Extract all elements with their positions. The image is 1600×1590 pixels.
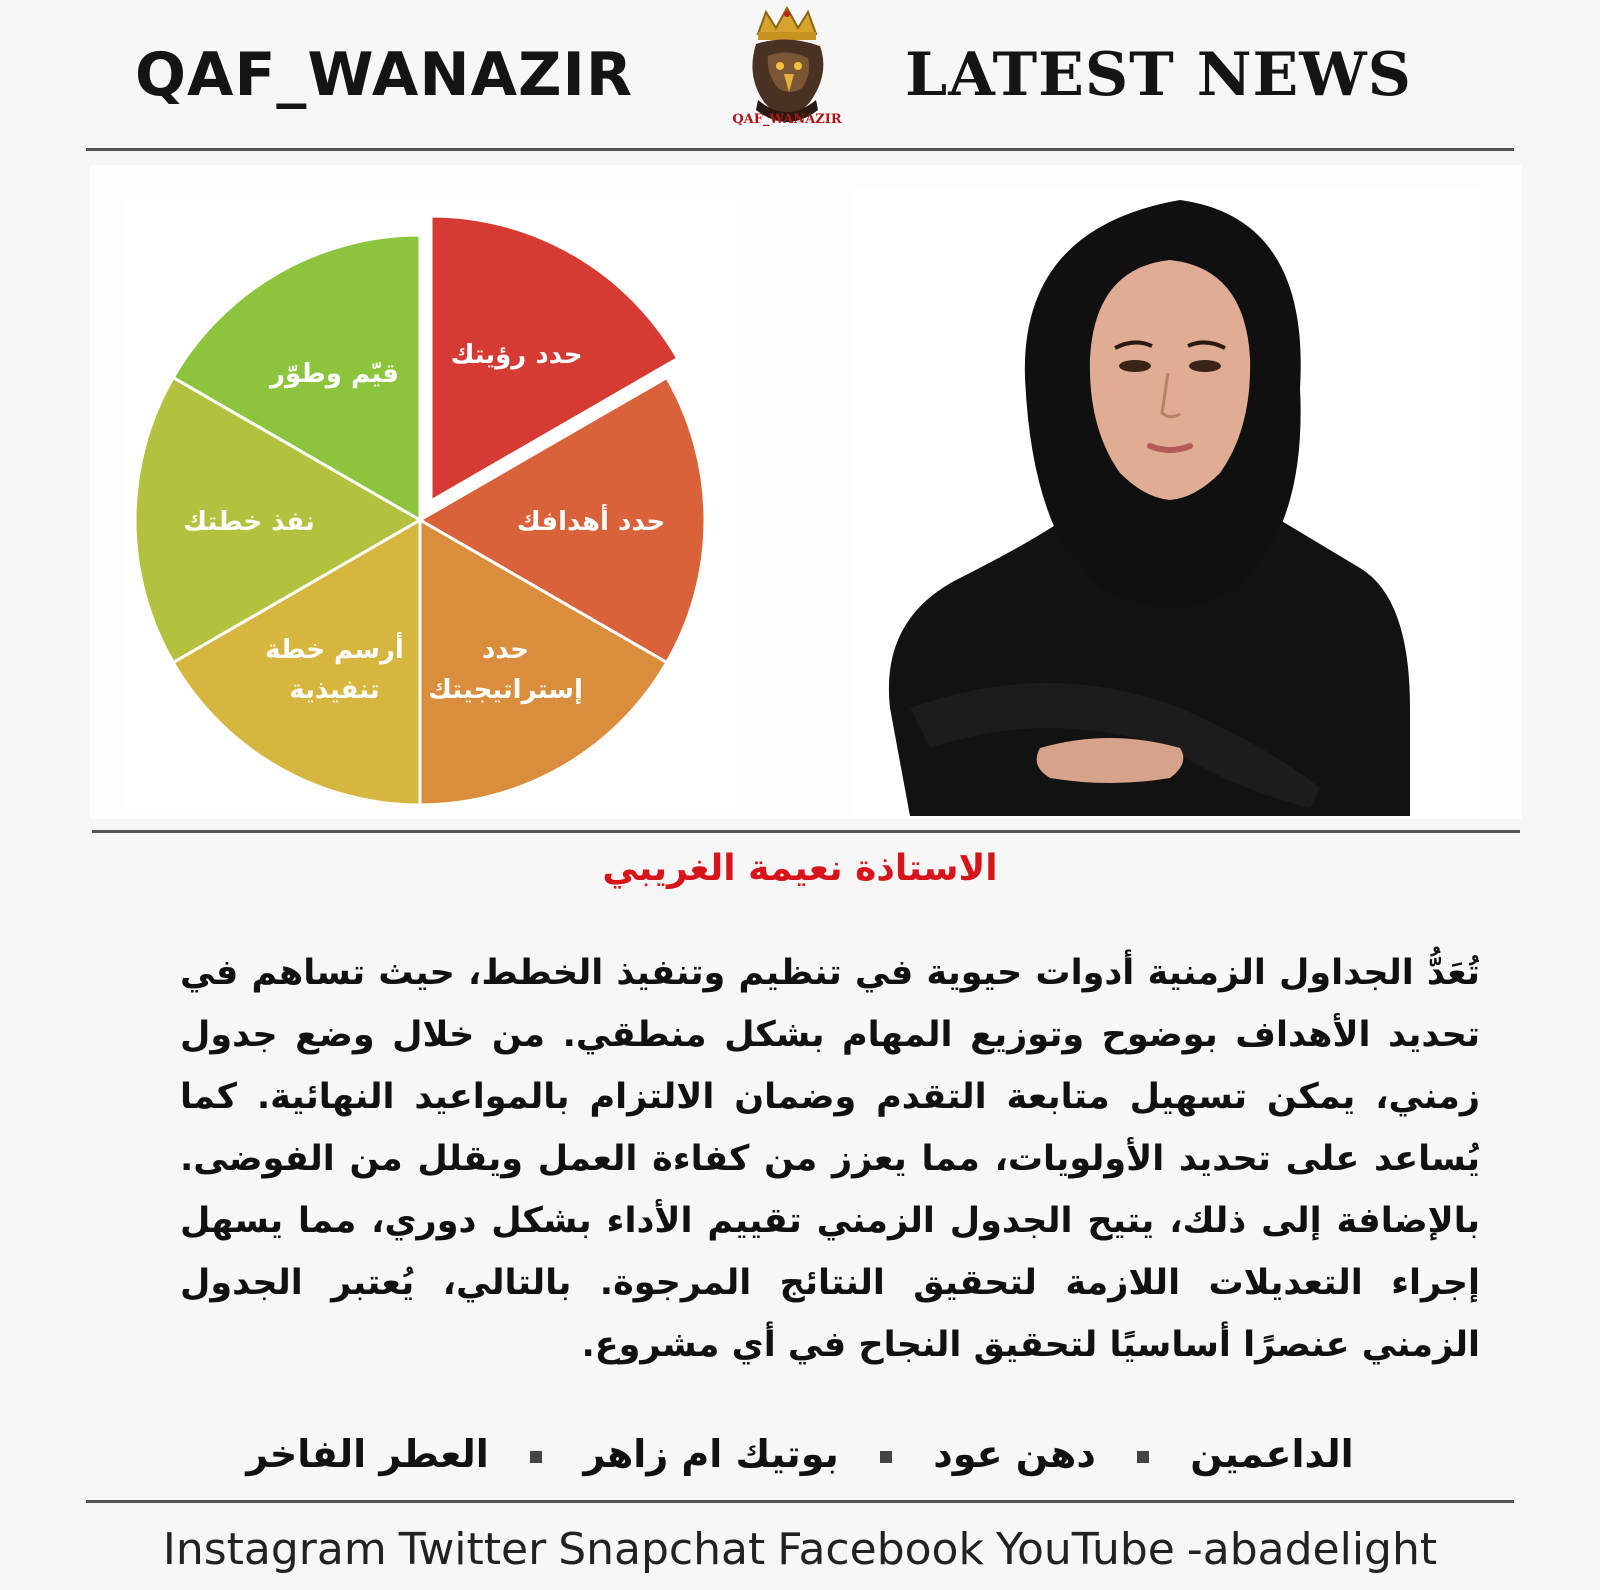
- sponsors-heading: الداعمين: [1190, 1432, 1354, 1476]
- pie-segment-label: حدد رؤيتك: [450, 339, 583, 370]
- social-links: [0, 1524, 1600, 1575]
- pie-segment-label: حدد: [481, 635, 530, 666]
- pie-segment-label: أرسم خطة: [265, 635, 404, 666]
- top-divider: [86, 148, 1514, 151]
- sponsor-item: بوتيك ام زاهر: [583, 1432, 839, 1476]
- brand-title: QAF_WANAZIR: [135, 40, 634, 110]
- bullet-icon: [1137, 1451, 1149, 1463]
- header: [0, 0, 1600, 150]
- author-name: الاستاذة نعيمة الغريبي: [602, 848, 998, 889]
- instagram-link[interactable]: Instagram: [162, 1524, 387, 1575]
- eagle-logo: [728, 4, 846, 142]
- bullet-icon: [880, 1451, 892, 1463]
- pie-segment-label: قيّم وطوّر: [270, 358, 399, 389]
- snapchat-link[interactable]: Snapchat: [558, 1524, 766, 1575]
- article-body: تُعَدُّ الجداول الزمنية أدوات حيوية في تنظيم وتنفيذ الخطط، حيث تساهم في تحديد الأهداف بوضوح وتوزيع المهام بشكل منطقي. من خلال وضع جدول زمني، يمكن تسهيل متابعة التقدم وضمان الالتزام بالمواعيد النهائية. كما يُساعد على تحديد الأولويات، مما يعزز من كفاءة العمل ويقلل من الفوضى. بالإضافة إلى ذلك، يتيح الجدول الزمني تقييم الأداء بشكل دوري، مما يسهل إجراء التعديلات اللازمة لتحقيق النتائج المرجوة. بالتالي، يُعتبر الجدول الزمني عنصرًا أساسيًا لتحقيق النجاح في أي مشروع.: [180, 953, 1480, 1365]
- middle-divider: [92, 830, 1520, 833]
- pie-segment-label: إستراتيجيتك: [428, 675, 583, 706]
- social-handle: -abadelight: [1186, 1524, 1438, 1575]
- pie-segment-label: تنفيذية: [289, 675, 380, 706]
- twitter-link[interactable]: Twitter: [398, 1524, 547, 1575]
- latest-news-title: LATEST NEWS: [905, 40, 1412, 110]
- sponsors-line: [0, 1432, 1600, 1476]
- sponsor-item: العطر الفاخر: [246, 1432, 489, 1476]
- facebook-link[interactable]: Facebook: [777, 1524, 984, 1575]
- pie-segment-label: نفذ خطتك: [183, 507, 315, 537]
- logo-text: QAF_WANAZIR: [732, 112, 842, 127]
- bullet-icon: [530, 1451, 542, 1463]
- pie-diagram: [125, 200, 737, 810]
- bottom-divider: [86, 1500, 1514, 1503]
- pie-segment-label: حدد أهدافك: [516, 507, 666, 537]
- portrait-photo: [850, 188, 1480, 816]
- youtube-link[interactable]: YouTube: [995, 1524, 1175, 1575]
- sponsor-item: دهن عود: [933, 1432, 1096, 1476]
